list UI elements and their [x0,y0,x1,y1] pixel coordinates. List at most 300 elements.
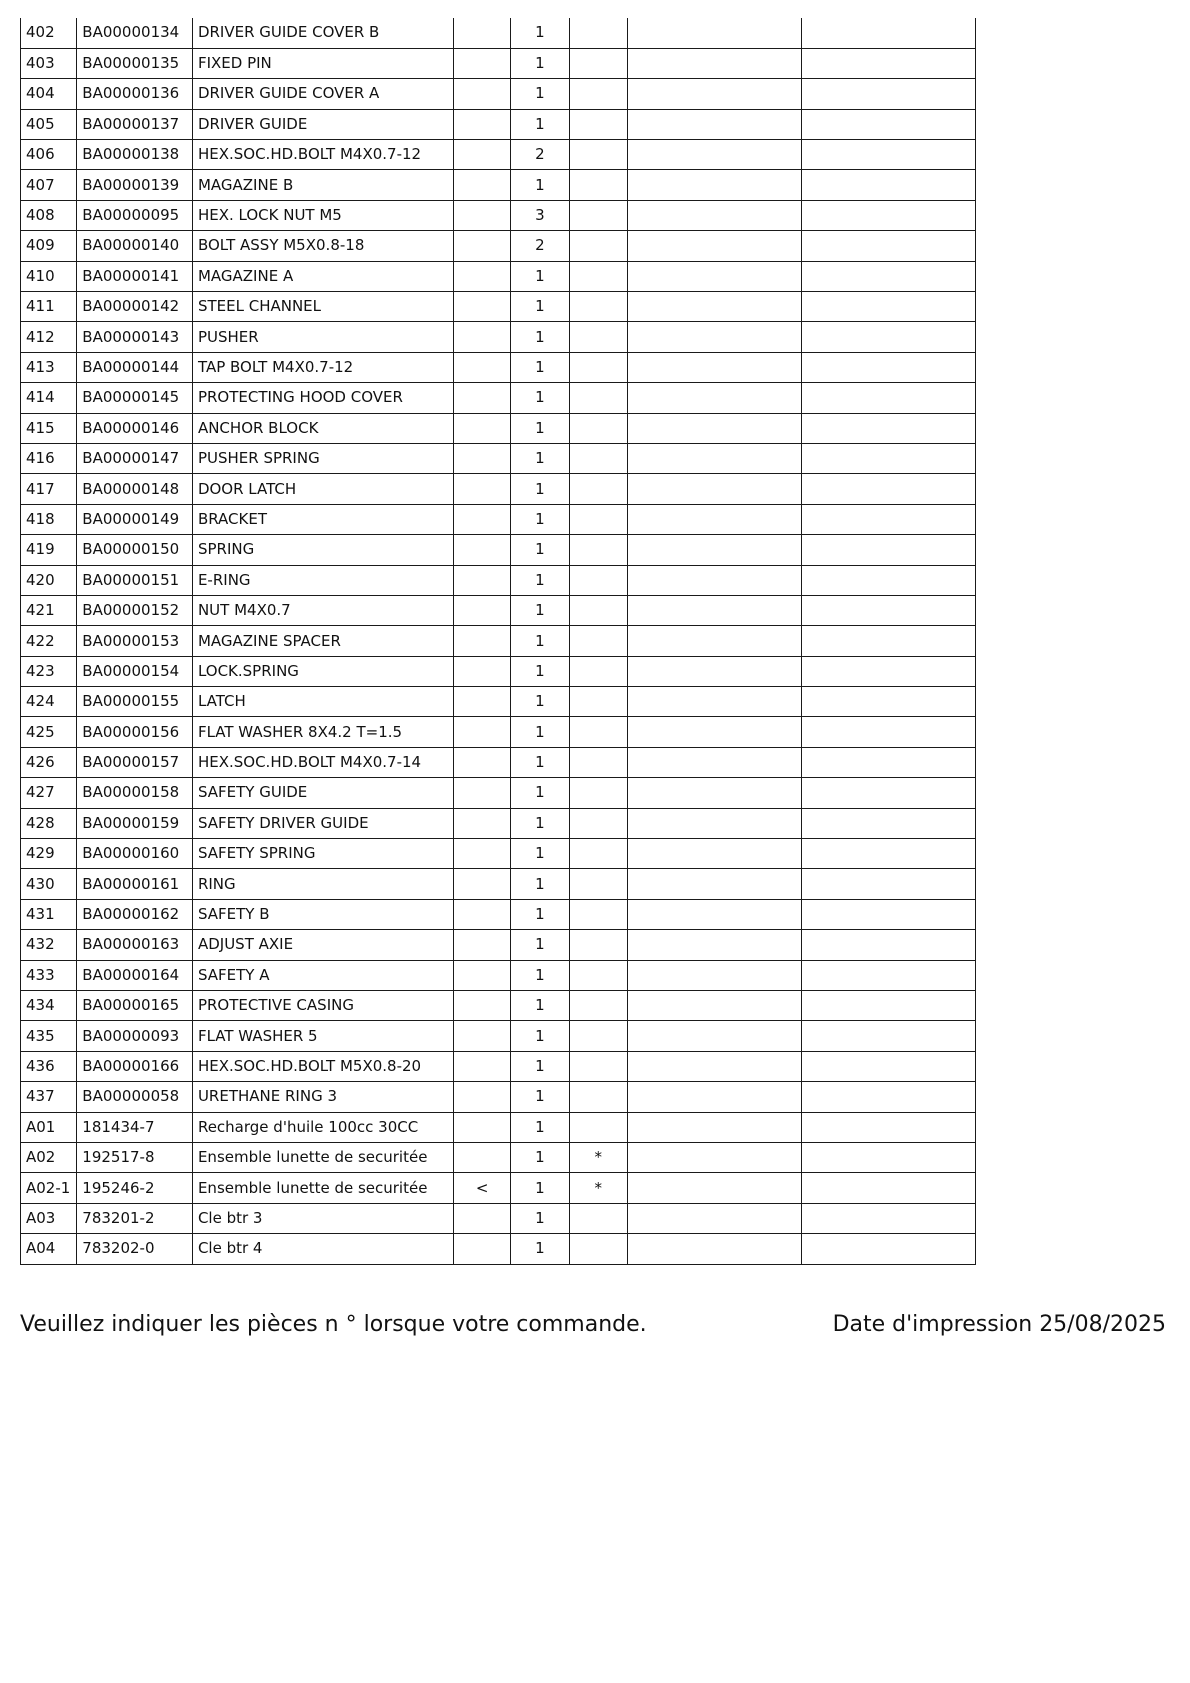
note-cell [569,352,627,382]
part-number-cell: 405 [21,109,77,139]
table-row [21,778,976,808]
table-row [21,1203,976,1233]
blank-cell [627,839,801,869]
blank-cell [627,1173,801,1203]
part-code-cell: BA00000135 [77,48,193,78]
blank-cell [627,413,801,443]
table-row [21,565,976,595]
part-number-cell: A03 [21,1203,77,1233]
blank-cell [801,140,975,170]
blank-cell [627,261,801,291]
blank-cell [627,1082,801,1112]
blank-cell [801,839,975,869]
part-mark-cell [453,626,510,656]
part-mark-cell [453,261,510,291]
part-code-cell: 783202-0 [77,1234,193,1264]
blank-cell [801,778,975,808]
part-mark-cell [453,991,510,1021]
quantity-cell: 1 [511,839,569,869]
part-name-cell: HEX. LOCK NUT M5 [192,200,453,230]
table-row [21,1021,976,1051]
part-number-cell: 426 [21,747,77,777]
quantity-cell: 1 [511,1082,569,1112]
note-cell [569,109,627,139]
part-number-cell: 434 [21,991,77,1021]
part-number-cell: 432 [21,930,77,960]
part-code-cell: BA00000164 [77,960,193,990]
part-number-cell: 416 [21,443,77,473]
part-code-cell: BA00000156 [77,717,193,747]
table-row [21,899,976,929]
part-number-cell: 411 [21,292,77,322]
note-cell [569,717,627,747]
table-row [21,140,976,170]
part-code-cell: 195246-2 [77,1173,193,1203]
part-name-cell: LOCK.SPRING [192,656,453,686]
part-code-cell: BA00000150 [77,535,193,565]
note-cell [569,292,627,322]
table-row [21,109,976,139]
quantity-cell: 1 [511,383,569,413]
part-mark-cell [453,383,510,413]
blank-cell [801,79,975,109]
blank-cell [801,413,975,443]
part-number-cell: 435 [21,1021,77,1051]
part-mark-cell [453,1234,510,1264]
blank-cell [801,1203,975,1233]
part-number-cell: 414 [21,383,77,413]
blank-cell [627,595,801,625]
blank-cell [801,869,975,899]
part-code-cell: BA00000158 [77,778,193,808]
part-name-cell: SAFETY B [192,899,453,929]
part-name-cell: MAGAZINE SPACER [192,626,453,656]
part-number-cell: 429 [21,839,77,869]
part-mark-cell [453,808,510,838]
part-code-cell: BA00000153 [77,626,193,656]
blank-cell [801,565,975,595]
part-number-cell: A04 [21,1234,77,1264]
part-number-cell: 437 [21,1082,77,1112]
part-number-cell: 436 [21,1051,77,1081]
part-name-cell: SAFETY SPRING [192,839,453,869]
blank-cell [627,778,801,808]
blank-cell [627,200,801,230]
part-number-cell: 425 [21,717,77,747]
part-number-cell: 402 [21,18,77,48]
table-row [21,595,976,625]
part-code-cell: BA00000159 [77,808,193,838]
quantity-cell: 1 [511,48,569,78]
blank-cell [801,504,975,534]
part-mark-cell [453,565,510,595]
note-cell [569,656,627,686]
quantity-cell: 1 [511,1051,569,1081]
part-number-cell: 433 [21,960,77,990]
quantity-cell: 1 [511,1203,569,1233]
quantity-cell: 1 [511,687,569,717]
part-mark-cell [453,231,510,261]
quantity-cell: 2 [511,140,569,170]
table-row [21,808,976,838]
blank-cell [801,1234,975,1264]
part-name-cell: FIXED PIN [192,48,453,78]
blank-cell [627,352,801,382]
part-mark-cell [453,1021,510,1051]
part-name-cell: HEX.SOC.HD.BOLT M4X0.7-14 [192,747,453,777]
part-number-cell: 415 [21,413,77,443]
quantity-cell: 1 [511,170,569,200]
note-cell [569,839,627,869]
note-cell [569,1234,627,1264]
part-name-cell: TAP BOLT M4X0.7-12 [192,352,453,382]
part-number-cell: 407 [21,170,77,200]
blank-cell [627,1234,801,1264]
part-mark-cell [453,778,510,808]
blank-cell [801,292,975,322]
note-cell [569,1203,627,1233]
part-code-cell: BA00000140 [77,231,193,261]
quantity-cell: 2 [511,231,569,261]
part-name-cell: DOOR LATCH [192,474,453,504]
blank-cell [627,443,801,473]
quantity-cell: 1 [511,261,569,291]
note-cell [569,535,627,565]
note-cell [569,231,627,261]
note-cell [569,687,627,717]
part-code-cell: BA00000154 [77,656,193,686]
quantity-cell: 1 [511,322,569,352]
table-row [21,261,976,291]
part-code-cell: BA00000142 [77,292,193,322]
part-name-cell: Ensemble lunette de securitée [192,1173,453,1203]
part-code-cell: BA00000165 [77,991,193,1021]
part-code-cell: BA00000134 [77,18,193,48]
part-code-cell: BA00000151 [77,565,193,595]
part-number-cell: 428 [21,808,77,838]
note-cell: * [569,1142,627,1172]
blank-cell [801,595,975,625]
note-cell [569,79,627,109]
table-row [21,79,976,109]
note-cell [569,1051,627,1081]
part-code-cell: BA00000161 [77,869,193,899]
part-code-cell: BA00000144 [77,352,193,382]
quantity-cell: 1 [511,747,569,777]
part-name-cell: DRIVER GUIDE [192,109,453,139]
part-mark-cell [453,687,510,717]
blank-cell [801,200,975,230]
blank-cell [627,687,801,717]
blank-cell [627,717,801,747]
blank-cell [801,808,975,838]
note-cell [569,869,627,899]
part-mark-cell [453,474,510,504]
blank-cell [627,656,801,686]
blank-cell [627,109,801,139]
part-mark-cell [453,443,510,473]
part-mark-cell [453,170,510,200]
quantity-cell: 1 [511,443,569,473]
part-number-cell: 421 [21,595,77,625]
part-name-cell: HEX.SOC.HD.BOLT M5X0.8-20 [192,1051,453,1081]
part-code-cell: BA00000093 [77,1021,193,1051]
blank-cell [801,48,975,78]
part-number-cell: 424 [21,687,77,717]
quantity-cell: 1 [511,535,569,565]
part-code-cell: BA00000148 [77,474,193,504]
part-number-cell: 430 [21,869,77,899]
quantity-cell: 1 [511,656,569,686]
blank-cell [627,991,801,1021]
part-code-cell: BA00000155 [77,687,193,717]
blank-cell [801,687,975,717]
blank-cell [801,443,975,473]
blank-cell [627,48,801,78]
note-cell [569,200,627,230]
part-mark-cell [453,18,510,48]
blank-cell [627,869,801,899]
note-cell [569,48,627,78]
order-instruction-note: Veuillez indiquer les pièces n ° lorsque votre commande. [20,1312,647,1337]
part-mark-cell [453,1142,510,1172]
note-cell [569,140,627,170]
quantity-cell: 1 [511,565,569,595]
part-name-cell: BRACKET [192,504,453,534]
blank-cell [627,1021,801,1051]
part-number-cell: 406 [21,140,77,170]
table-row [21,656,976,686]
part-number-cell: 427 [21,778,77,808]
part-number-cell: 431 [21,899,77,929]
part-name-cell: PUSHER SPRING [192,443,453,473]
part-number-cell: 413 [21,352,77,382]
blank-cell [627,383,801,413]
part-code-cell: BA00000149 [77,504,193,534]
quantity-cell: 1 [511,352,569,382]
part-name-cell: Recharge d'huile 100cc 30CC [192,1112,453,1142]
part-code-cell: BA00000157 [77,747,193,777]
part-code-cell: BA00000146 [77,413,193,443]
note-cell [569,322,627,352]
quantity-cell: 1 [511,1021,569,1051]
note-cell [569,595,627,625]
blank-cell [627,565,801,595]
note-cell: * [569,1173,627,1203]
part-code-cell: BA00000147 [77,443,193,473]
table-row [21,200,976,230]
table-row [21,930,976,960]
table-row [21,1051,976,1081]
note-cell [569,443,627,473]
parts-list-table [20,18,976,1265]
print-date: Date d'impression 25/08/2025 [832,1312,1166,1337]
part-code-cell: BA00000138 [77,140,193,170]
blank-cell [801,930,975,960]
table-row [21,535,976,565]
part-mark-cell [453,140,510,170]
blank-cell [801,1173,975,1203]
part-mark-cell [453,747,510,777]
note-cell [569,504,627,534]
table-row [21,231,976,261]
part-mark-cell [453,352,510,382]
blank-cell [801,747,975,777]
blank-cell [627,322,801,352]
part-number-cell: 404 [21,79,77,109]
blank-cell [627,899,801,929]
part-mark-cell [453,1112,510,1142]
blank-cell [801,656,975,686]
quantity-cell: 1 [511,79,569,109]
part-name-cell: Cle btr 3 [192,1203,453,1233]
table-row [21,839,976,869]
quantity-cell: 1 [511,717,569,747]
part-name-cell: SAFETY DRIVER GUIDE [192,808,453,838]
part-mark-cell [453,899,510,929]
part-name-cell: SPRING [192,535,453,565]
note-cell [569,899,627,929]
part-number-cell: 412 [21,322,77,352]
part-mark-cell [453,1051,510,1081]
part-code-cell: BA00000152 [77,595,193,625]
part-code-cell: BA00000141 [77,261,193,291]
blank-cell [627,18,801,48]
quantity-cell: 1 [511,1142,569,1172]
note-cell [569,747,627,777]
part-number-cell: A02 [21,1142,77,1172]
blank-cell [801,1112,975,1142]
blank-cell [627,626,801,656]
part-name-cell: FLAT WASHER 8X4.2 T=1.5 [192,717,453,747]
table-row [21,504,976,534]
blank-cell [627,930,801,960]
part-name-cell: MAGAZINE A [192,261,453,291]
part-number-cell: 418 [21,504,77,534]
part-number-cell: A01 [21,1112,77,1142]
blank-cell [801,991,975,1021]
part-code-cell: BA00000139 [77,170,193,200]
note-cell [569,170,627,200]
quantity-cell: 1 [511,899,569,929]
quantity-cell: 1 [511,595,569,625]
part-mark-cell [453,504,510,534]
quantity-cell: 1 [511,18,569,48]
quantity-cell: 3 [511,200,569,230]
blank-cell [801,717,975,747]
part-number-cell: 419 [21,535,77,565]
blank-cell [627,1203,801,1233]
blank-cell [801,474,975,504]
blank-cell [801,322,975,352]
note-cell [569,626,627,656]
part-name-cell: STEEL CHANNEL [192,292,453,322]
part-number-cell: 422 [21,626,77,656]
note-cell [569,930,627,960]
quantity-cell: 1 [511,778,569,808]
note-cell [569,960,627,990]
blank-cell [801,231,975,261]
note-cell [569,1112,627,1142]
note-cell [569,778,627,808]
note-cell [569,413,627,443]
part-name-cell: FLAT WASHER 5 [192,1021,453,1051]
part-name-cell: BOLT ASSY M5X0.8-18 [192,231,453,261]
part-code-cell: BA00000136 [77,79,193,109]
table-row [21,626,976,656]
blank-cell [801,960,975,990]
part-mark-cell [453,535,510,565]
blank-cell [627,504,801,534]
note-cell [569,18,627,48]
blank-cell [801,109,975,139]
table-row [21,960,976,990]
table-row [21,1234,976,1264]
blank-cell [627,170,801,200]
parts-table-body [21,18,976,1264]
table-row [21,1112,976,1142]
quantity-cell: 1 [511,869,569,899]
quantity-cell: 1 [511,991,569,1021]
blank-cell [801,626,975,656]
part-name-cell: E-RING [192,565,453,595]
table-row [21,18,976,48]
blank-cell [627,140,801,170]
table-row [21,352,976,382]
part-mark-cell [453,322,510,352]
part-code-cell: BA00000145 [77,383,193,413]
quantity-cell: 1 [511,808,569,838]
blank-cell [627,79,801,109]
blank-cell [801,18,975,48]
part-number-cell: 408 [21,200,77,230]
part-code-cell: BA00000137 [77,109,193,139]
part-code-cell: BA00000166 [77,1051,193,1081]
quantity-cell: 1 [511,413,569,443]
part-mark-cell [453,48,510,78]
blank-cell [627,808,801,838]
table-row [21,170,976,200]
blank-cell [801,1021,975,1051]
part-mark-cell [453,1082,510,1112]
part-name-cell: PUSHER [192,322,453,352]
blank-cell [801,535,975,565]
blank-cell [801,352,975,382]
part-code-cell: 181434-7 [77,1112,193,1142]
part-name-cell: MAGAZINE B [192,170,453,200]
part-code-cell: BA00000143 [77,322,193,352]
table-row [21,474,976,504]
note-cell [569,261,627,291]
part-name-cell: NUT M4X0.7 [192,595,453,625]
blank-cell [627,747,801,777]
part-mark-cell [453,200,510,230]
table-row [21,383,976,413]
quantity-cell: 1 [511,109,569,139]
quantity-cell: 1 [511,1173,569,1203]
part-code-cell: BA00000162 [77,899,193,929]
table-row [21,322,976,352]
part-code-cell: 783201-2 [77,1203,193,1233]
blank-cell [627,1051,801,1081]
part-name-cell: DRIVER GUIDE COVER B [192,18,453,48]
table-row [21,1173,976,1203]
part-number-cell: 417 [21,474,77,504]
part-mark-cell [453,960,510,990]
part-mark-cell: < [453,1173,510,1203]
part-mark-cell [453,869,510,899]
blank-cell [627,292,801,322]
